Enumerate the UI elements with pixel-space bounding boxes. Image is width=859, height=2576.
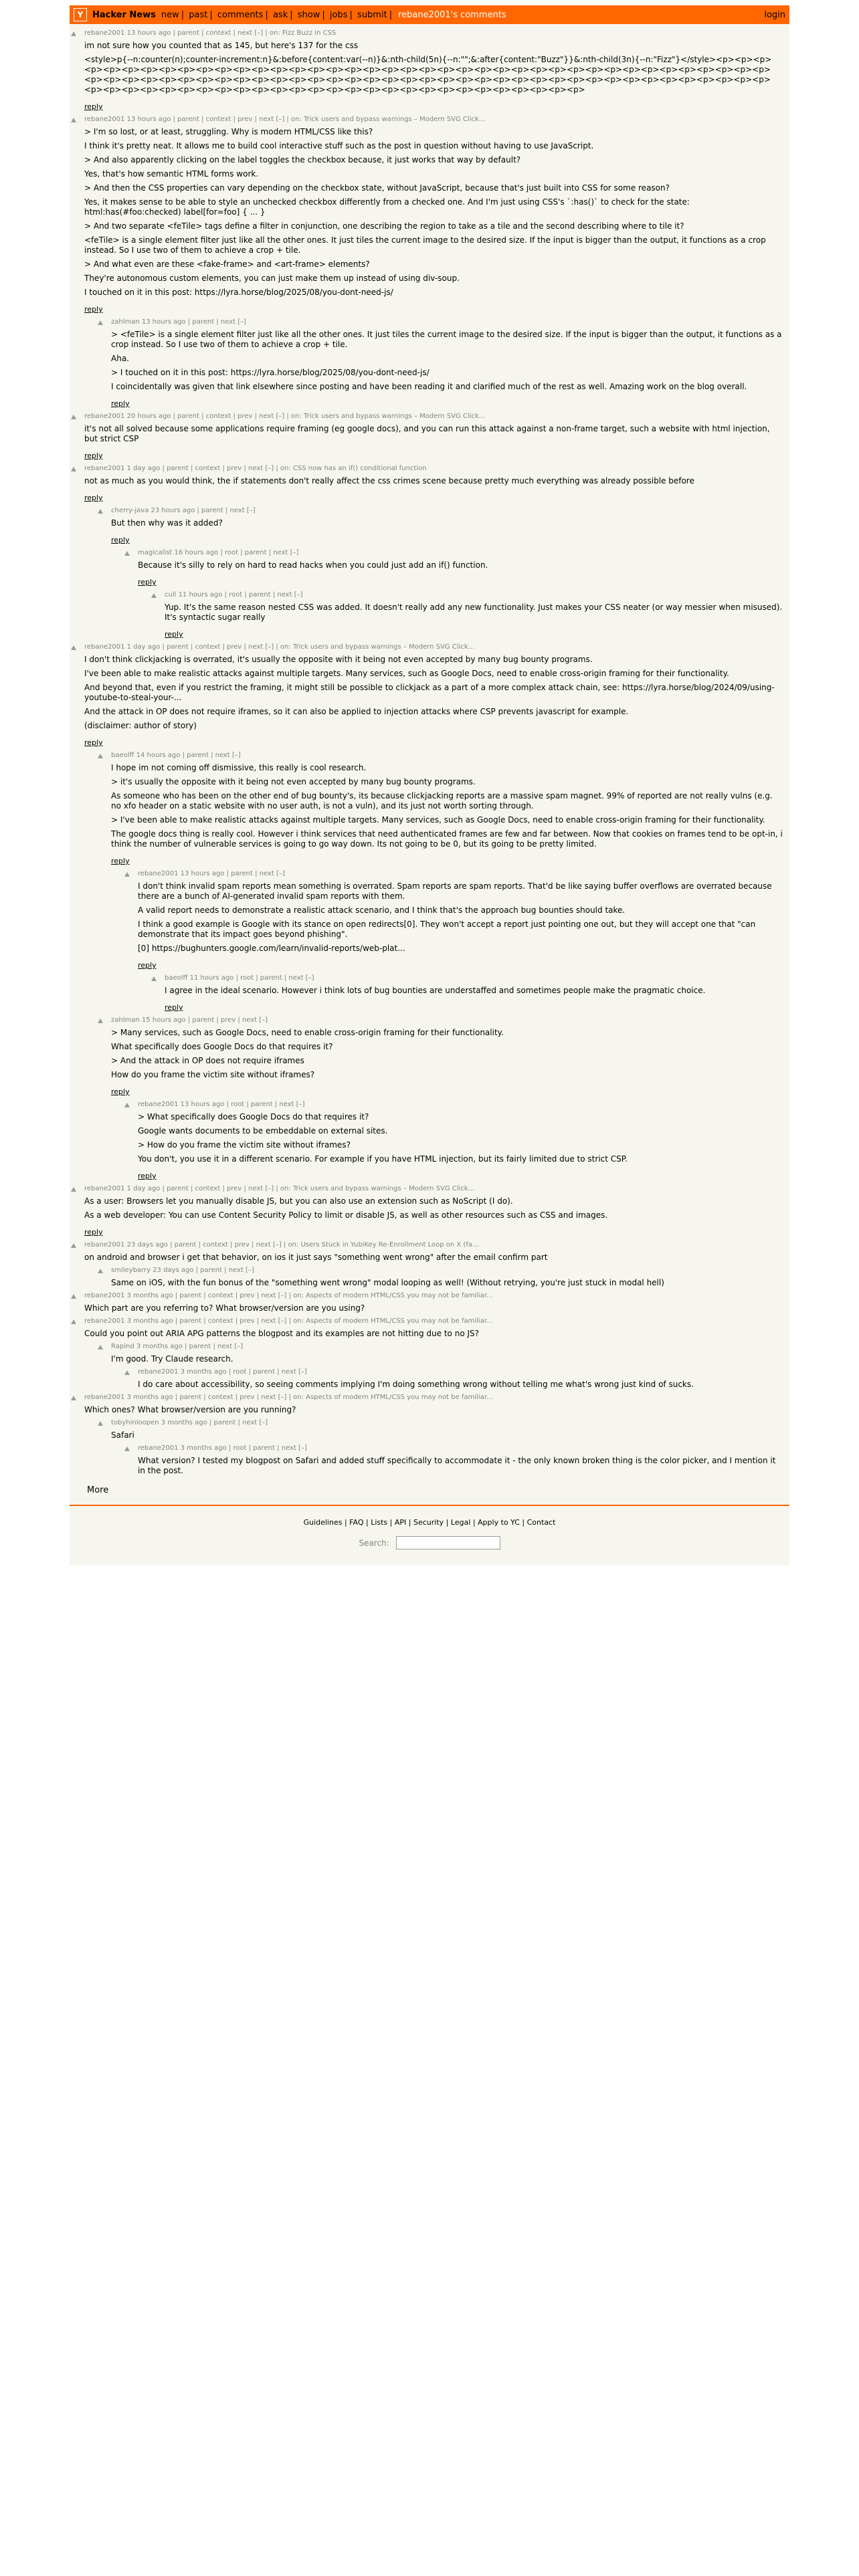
comment-paragraph: Because it's silly to rely on hard to read hacks when you could just add an if() function. — [138, 560, 488, 570]
comment — [76, 116, 783, 314]
login-link[interactable]: login — [764, 9, 785, 20]
nav-links: new | past | comments | ask | show | jobs | submit | — [161, 9, 393, 20]
comment-header[interactable]: rebane2001 13 hours ago | parent | next [–] — [138, 870, 285, 877]
search-label: Search: — [359, 1538, 389, 1548]
comment — [103, 1016, 783, 1097]
nav-show[interactable]: show — [297, 9, 320, 20]
comment-paragraph: > <feTile> is a single element filter just like all the other ones. It just tiles the current image to the desired size. If the input is bigger than the output, it functions as a crop instead. So I use two of them to achieve a crop + tile. — [111, 330, 782, 349]
comment — [76, 413, 783, 461]
comment-paragraph: > And then the CSS properties can vary depending on the checkbox state, without JavaScript, because that's just built into CSS for some reason? — [84, 183, 670, 193]
footer-legal[interactable]: Legal — [450, 1518, 471, 1527]
comment — [103, 318, 783, 409]
comment-text — [165, 986, 783, 996]
nav-submit[interactable]: submit — [357, 9, 387, 20]
comment-paragraph: What version? I tested my blogpost on Safari and added stuff specifically to accommodate it - the only known broken thing is the color picker, and I mention it in the post. — [138, 1456, 776, 1475]
footer-api[interactable]: API — [394, 1518, 407, 1527]
comment-header[interactable]: rebane2001 1 day ago | parent | context | prev | next [–] | on: CSS now has an if() conditional function — [84, 465, 427, 472]
comment — [76, 465, 783, 503]
comment — [76, 1292, 783, 1313]
comment-header[interactable]: Rapind 3 months ago | parent | next [–] — [111, 1343, 244, 1350]
comment-paragraph: I don't think invalid spam reports mean something is overrated. Spam reports are spam reports. That'd be like saying buffer overflows are overrated because there are a bunch of AI-generated invalid spam reports with them. — [138, 881, 772, 901]
comment-paragraph: As a user: Browsers let you manually disable JS, but you can also use an extension such as NoScript (I do). — [84, 1196, 513, 1206]
comment-text — [84, 1329, 783, 1339]
footer-apply[interactable]: Apply to YC — [478, 1518, 520, 1527]
comment-paragraph: I agree in the ideal scenario. However i think lots of bug bounties are understaffed and sometimes people make the pragmatic choice. — [165, 986, 706, 995]
comment — [130, 549, 783, 587]
comment-paragraph: I think a good example is Google with its stance on open redirects[0]. They won't accept a report just pointing one out, but they will accept one that "can demonstrate that its impact goes beyond phishing". — [138, 920, 756, 939]
comment-paragraph: I don't think clickjacking is overrated, it's usually the opposite with it being not even accepted by many bug bounty programs. — [84, 655, 593, 664]
nav-ask[interactable]: ask — [272, 9, 288, 20]
comment-paragraph: not as much as you would think, the if statements don't really affect the css crimes scene because pretty much everything was already possible before — [84, 476, 694, 486]
comment-paragraph: Safari — [111, 1430, 134, 1440]
comment — [157, 591, 783, 639]
reply-link[interactable]: reply — [111, 857, 130, 865]
nav-jobs[interactable]: jobs — [329, 9, 348, 20]
upvote-icon[interactable] — [98, 1018, 103, 1023]
comment-paragraph: <style>p{--n:counter(n);counter-increment:n}&:before{content:var(--n)}&:nth-child(5n){--n:"";&:after{content:"Buzz"}}&:nth-child(3n){--n:"Fizz"}</style><p><p><p><p><p><p><p><p><p><p><p><p><p><p><p><p><p><p><p><p><p><p><p><p><p><p><p><p><p><p><p><p><p><p><p><p><p><p><p><p><p><p><p><p><p><p><p><p><p><p><p><p><p><p><p><p><p><p><p><p><p><p><p><p><p><p><p><p><p><p><p><p><p><p><p><p><p><p><p><p><p><p><p><p><p><p><p><p><p><p><p><p><p><p><p><p><p><p><p><p><p><p><p><p> — [84, 55, 772, 94]
comment-paragraph: > I've been able to make realistic attacks against multiple targets. Many services, such as Google Docs, need to enable cross-origin framing for their functionality. — [111, 815, 765, 825]
comment-paragraph: And beyond that, even if you restrict the framing, it might still be possible to clickjack as a part of a more complex attack chain, see: https://lyra.horse/blog/2024/09/using-youtube-to-steal-your-... — [84, 683, 775, 702]
comment-paragraph: I think it's pretty neat. It allows me to build cool interactive stuff such as the post in question without having to use JavaScript. — [84, 141, 594, 150]
comment — [76, 643, 783, 748]
comment — [103, 1343, 783, 1364]
upvote-icon[interactable] — [71, 1294, 76, 1299]
comment-paragraph: I coincidentally was given that link elsewhere since posting and have been reading it and clarified much of the rest as well. Amazing work on the blog overall. — [111, 382, 747, 391]
comment-paragraph: I'm good. Try Claude research. — [111, 1354, 233, 1364]
comment-header[interactable]: baeolff 14 hours ago | parent | next [–] — [111, 752, 241, 759]
comment-text — [84, 424, 783, 444]
comment — [76, 1317, 783, 1339]
comment-header[interactable]: cherry-java 23 hours ago | parent | next [–] — [111, 507, 256, 514]
comment-paragraph: > What specifically does Google Docs do that requires it? — [138, 1112, 369, 1121]
comment-text — [138, 881, 783, 954]
reply-link[interactable]: reply — [84, 494, 103, 502]
comment — [76, 1185, 783, 1237]
upvote-icon[interactable] — [71, 467, 76, 471]
upvote-icon[interactable] — [71, 1187, 76, 1192]
comment — [130, 1444, 783, 1476]
comment — [76, 1241, 783, 1263]
comment-header[interactable]: rebane2001 3 months ago | root | parent | next [–] — [138, 1368, 307, 1376]
comment-paragraph: As a web developer: You can use Content Security Policy to limit or disable JS, as well as other resources such as CSS and images. — [84, 1210, 608, 1220]
upvote-icon[interactable] — [98, 1421, 103, 1426]
comment-text — [111, 763, 783, 849]
comment — [103, 752, 783, 866]
comment-text — [111, 1354, 783, 1364]
comment-paragraph: You don't, you use it in a different scenario. For example if you have HTML injection, but its fairly limited due to strict CSP. — [138, 1154, 628, 1164]
search-input[interactable] — [396, 1536, 500, 1549]
comment-header[interactable]: rebane2001 3 months ago | parent | context | prev | next [–] | on: Aspects of modern HTML/CSS you may not be familiar... — [84, 1317, 493, 1325]
upvote-icon[interactable] — [151, 593, 157, 598]
comment-header[interactable]: rebane2001 1 day ago | parent | context | prev | next [–] | on: Trick users and bypass warnings – Modern SVG Click... — [84, 643, 475, 651]
footer-lists[interactable]: Lists — [371, 1518, 388, 1527]
reply-link[interactable]: reply — [138, 961, 157, 970]
comment — [76, 29, 783, 112]
upvote-icon[interactable] — [71, 1396, 76, 1400]
comment — [130, 870, 783, 970]
comment-paragraph: Yes, it makes sense to be able to style an unchecked checkbox differently from a checked one. And I'm just using CSS's `:has()` to check for the state: html:has(#foo:checked) label[for=foo] { ... } — [84, 197, 690, 217]
comment — [103, 507, 783, 545]
comment-header[interactable]: rebane2001 1 day ago | parent | context | prev | next [–] | on: Trick users and bypass warnings – Modern SVG Click... — [84, 1185, 475, 1192]
comment-header[interactable]: rebane2001 13 hours ago | root | parent | next [–] — [138, 1101, 305, 1108]
comment-paragraph: A valid report needs to demonstrate a realistic attack scenario, and I think that's the approach bug bounties should take. — [138, 905, 626, 915]
upvote-icon[interactable] — [124, 551, 130, 556]
comment-paragraph: > And what even are these <fake-frame> and <art-frame> elements? — [84, 259, 370, 269]
upvote-icon[interactable] — [124, 1103, 130, 1107]
footer-contact[interactable]: Contact — [527, 1518, 556, 1527]
upvote-icon[interactable] — [71, 1243, 76, 1248]
reply-link[interactable]: reply — [111, 536, 130, 544]
comment-paragraph: (disclaimer: author of story) — [84, 721, 197, 730]
comment-paragraph: <feTile> is a single element filter just like all the other ones. It just tiles the current image to the desired size. If the input is bigger than the output, it functions as a crop instead. So I use two of them to achieve a crop + tile. — [84, 235, 766, 255]
comment-paragraph: > it's usually the opposite with it being not even accepted by many bug bounty programs. — [111, 777, 476, 786]
comment-text — [138, 560, 783, 570]
footer-guidelines[interactable]: Guidelines — [303, 1518, 343, 1527]
comment-paragraph: > I'm so lost, or at least, struggling. Why is modern HTML/CSS like this? — [84, 127, 373, 136]
comment-text — [138, 1112, 783, 1164]
upvote-icon[interactable] — [98, 509, 103, 514]
comment-text — [84, 41, 783, 95]
reply-link[interactable]: reply — [165, 630, 183, 639]
comment-text — [111, 518, 783, 528]
page-container — [70, 5, 789, 1566]
comment-paragraph: on android and browser i get that behavior, on ios it just says "something went wrong" after the email confirm part — [84, 1253, 548, 1262]
comment — [103, 1419, 783, 1440]
comment-paragraph: Google wants documents to be embeddable on external sites. — [138, 1126, 388, 1136]
comment-paragraph: > And also apparently clicking on the label toggles the checkbox because, it just works that way by default? — [84, 155, 521, 165]
comment-paragraph: Which part are you referring to? What browser/version are you using? — [84, 1303, 365, 1313]
comment-header[interactable]: cull 11 hours ago | root | parent | next [–] — [165, 591, 303, 599]
reply-link[interactable]: reply — [84, 305, 103, 314]
comment-paragraph: Could you point out ARIA APG patterns the blogpost and its examples are not hitting due to no JS? — [84, 1329, 480, 1338]
comment-header[interactable]: baeolff 11 hours ago | root | parent | next [–] — [165, 974, 314, 982]
more-link[interactable]: More — [87, 1485, 109, 1495]
comment-paragraph: Aha. — [111, 354, 129, 363]
upvote-icon[interactable] — [71, 1319, 76, 1324]
comment-paragraph: As someone who has been on the other end of bug bounty's, its because clickjacking reports are a massive spam magnet. 99% of reported are not really vulns (e.g. no xfo header on a static website with no user auth, is not a vuln), and its just not worth sorting through. — [111, 791, 773, 811]
comment-header[interactable]: smileybarry 23 days ago | parent | next [–] — [111, 1267, 254, 1274]
comment-paragraph: I do care about accessibility, so seeing comments implying I'm doing something wrong without telling me what's wrong just kind of sucks. — [138, 1380, 694, 1389]
comment-paragraph: I've been able to make realistic attacks against multiple targets. Many services, such as Google Docs, need to enable cross-origin framing for their functionality. — [84, 669, 729, 678]
comment-text — [84, 1405, 783, 1415]
comment-header[interactable]: zahlman 15 hours ago | parent | prev | next [–] — [111, 1016, 268, 1024]
footer-security[interactable]: Security — [413, 1518, 444, 1527]
comment — [130, 1101, 783, 1181]
comment-paragraph: > Many services, such as Google Docs, need to enable cross-origin framing for their functionality. — [111, 1028, 504, 1037]
reply-link[interactable]: reply — [138, 1172, 157, 1180]
upvote-icon[interactable] — [98, 1345, 103, 1350]
yc-logo-icon[interactable]: Y — [74, 8, 87, 21]
reply-link[interactable]: reply — [84, 1228, 103, 1237]
footer-faq[interactable]: FAQ — [349, 1518, 364, 1527]
nav-comments[interactable]: comments — [217, 9, 264, 20]
comment-paragraph: And the attack in OP does not require iframes, so it can also be applied to injection attacks where CSP prevents javascript for example. — [84, 707, 629, 716]
comment-paragraph: How do you frame the victim site without iframes? — [111, 1070, 315, 1079]
page-title: rebane2001's comments — [398, 9, 506, 20]
reply-link[interactable]: reply — [111, 399, 130, 408]
comment-paragraph: it's not all solved because some applications require framing (eg google docs), and you can run this attack against a non-frame target, such a website with html injection, but strict CSP — [84, 424, 770, 443]
comment-paragraph: [0] https://bughunters.google.com/learn/invalid-reports/web-plat... — [138, 944, 405, 953]
comment-paragraph: I hope im not coming off dismissive, this really is cool research. — [111, 763, 367, 772]
reply-link[interactable]: reply — [165, 1003, 183, 1012]
comment-paragraph: Yes, that's how semantic HTML forms work. — [84, 169, 259, 179]
search-box — [70, 1536, 789, 1549]
reply-link[interactable]: reply — [84, 451, 103, 460]
comment-paragraph: > How do you frame the victim site without iframes? — [138, 1140, 351, 1150]
upvote-icon[interactable] — [71, 31, 76, 36]
comment — [76, 1394, 783, 1415]
reply-link[interactable]: reply — [84, 102, 103, 111]
upvote-icon[interactable] — [98, 1269, 103, 1273]
top-bar — [70, 5, 789, 24]
footer-links: Guidelines | FAQ | Lists | API | Security | Legal | Apply to YC | Contact — [303, 1518, 556, 1527]
comment-header[interactable]: rebane2001 13 hours ago | parent | context | prev | next [–] | on: Trick users and bypass warnings – Modern SVG Click... — [84, 116, 486, 123]
comment-paragraph: Which ones? What browser/version are you running? — [84, 1405, 296, 1414]
reply-link[interactable]: reply — [111, 1087, 130, 1096]
comment-text — [84, 655, 783, 731]
upvote-icon[interactable] — [71, 415, 76, 419]
site-name[interactable]: Hacker News — [92, 9, 156, 20]
reply-link[interactable]: reply — [138, 578, 157, 586]
comment-paragraph: The google docs thing is really cool. However i think services that need authenticated frames are few and far between. Now that cookies on frames tend to be opt-in, i think the number of vulnerable services is going to go way down. Its not going to be 0, but its going to be pretty limited. — [111, 829, 783, 849]
comment-header[interactable]: magicalist 16 hours ago | root | parent | next [–] — [138, 549, 299, 556]
comment-text — [111, 1278, 783, 1288]
comment-paragraph: What specifically does Google Docs do that requires it? — [111, 1042, 333, 1051]
comment-header[interactable]: rebane2001 3 months ago | parent | context | prev | next [–] | on: Aspects of modern HTML/CSS you may not be familiar... — [84, 1292, 493, 1299]
footer — [70, 1505, 789, 1566]
comment-text — [111, 330, 783, 392]
comment-paragraph: I touched on it in this post: https://lyra.horse/blog/2025/08/you-dont-need-js/ — [84, 288, 393, 297]
comment-text — [84, 127, 783, 298]
reply-link[interactable]: reply — [84, 738, 103, 747]
comment-text — [84, 1196, 783, 1220]
upvote-icon[interactable] — [124, 872, 130, 877]
comment-paragraph: im not sure how you counted that as 145, but here's 137 for the css — [84, 41, 359, 50]
upvote-icon[interactable] — [98, 754, 103, 758]
comment-list — [70, 24, 789, 1476]
comment-text — [111, 1430, 783, 1440]
nav-new[interactable]: new — [161, 9, 179, 20]
comment-header[interactable]: rebane2001 3 months ago | root | parent | next [–] — [138, 1444, 307, 1452]
comment-text — [138, 1456, 783, 1476]
upvote-icon[interactable] — [124, 1370, 130, 1375]
comment-header[interactable]: rebane2001 13 hours ago | parent | context | next [–] | on: Fizz Buzz in CSS — [84, 29, 337, 37]
comment — [157, 974, 783, 1012]
comment-paragraph: > I touched on it in this post: https://lyra.horse/blog/2025/08/you-dont-need-js/ — [111, 368, 430, 377]
nav-past[interactable]: past — [189, 9, 208, 20]
comment-header[interactable]: rebane2001 23 days ago | parent | context | prev | next [–] | on: Users Stuck in YubiKey Re-Enrollment Loop on X (fa... — [84, 1241, 479, 1249]
comment-paragraph: They're autonomous custom elements, you can just make them up instead of using div-soup. — [84, 274, 460, 283]
upvote-icon[interactable] — [98, 320, 103, 325]
comment-text — [84, 1303, 783, 1313]
comment — [103, 1267, 783, 1288]
upvote-icon[interactable] — [71, 118, 76, 122]
upvote-icon[interactable] — [151, 976, 157, 981]
comment — [130, 1368, 783, 1390]
comment-paragraph: But then why was it added? — [111, 518, 223, 528]
upvote-icon[interactable] — [71, 645, 76, 650]
comment-paragraph: > And two separate <feTile> tags define a filter in conjunction, one describing the region to take as a tile and the second describing where to tile it? — [84, 221, 684, 231]
comment-header[interactable]: tobyhinloopen 3 months ago | parent | next [–] — [111, 1419, 268, 1426]
comment-text — [138, 1380, 783, 1390]
comment-paragraph: > And the attack in OP does not require iframes — [111, 1056, 304, 1065]
comment-header[interactable]: rebane2001 20 hours ago | parent | context | prev | next [–] | on: Trick users and bypass warnings – Modern SVG Click... — [84, 413, 486, 420]
comment-paragraph: Yup. It's the same reason nested CSS was added. It doesn't really add any new functionality. Just makes your CSS neater (or way messier when misused). It's syntactic sugar really — [165, 603, 783, 622]
comment-paragraph: Same on iOS, with the fun bonus of the "something went wrong" modal looping as well! (Without retrying, you're just stuck in modal hell) — [111, 1278, 664, 1287]
comment-text — [84, 476, 783, 486]
comment-header[interactable]: rebane2001 3 months ago | parent | context | prev | next [–] | on: Aspects of modern HTML/CSS you may not be familiar... — [84, 1394, 493, 1401]
comment-text — [111, 1028, 783, 1080]
comment-text — [84, 1253, 783, 1263]
comment-header[interactable]: zahlman 13 hours ago | parent | next [–] — [111, 318, 247, 326]
upvote-icon[interactable] — [124, 1446, 130, 1451]
comment-text — [165, 603, 783, 623]
